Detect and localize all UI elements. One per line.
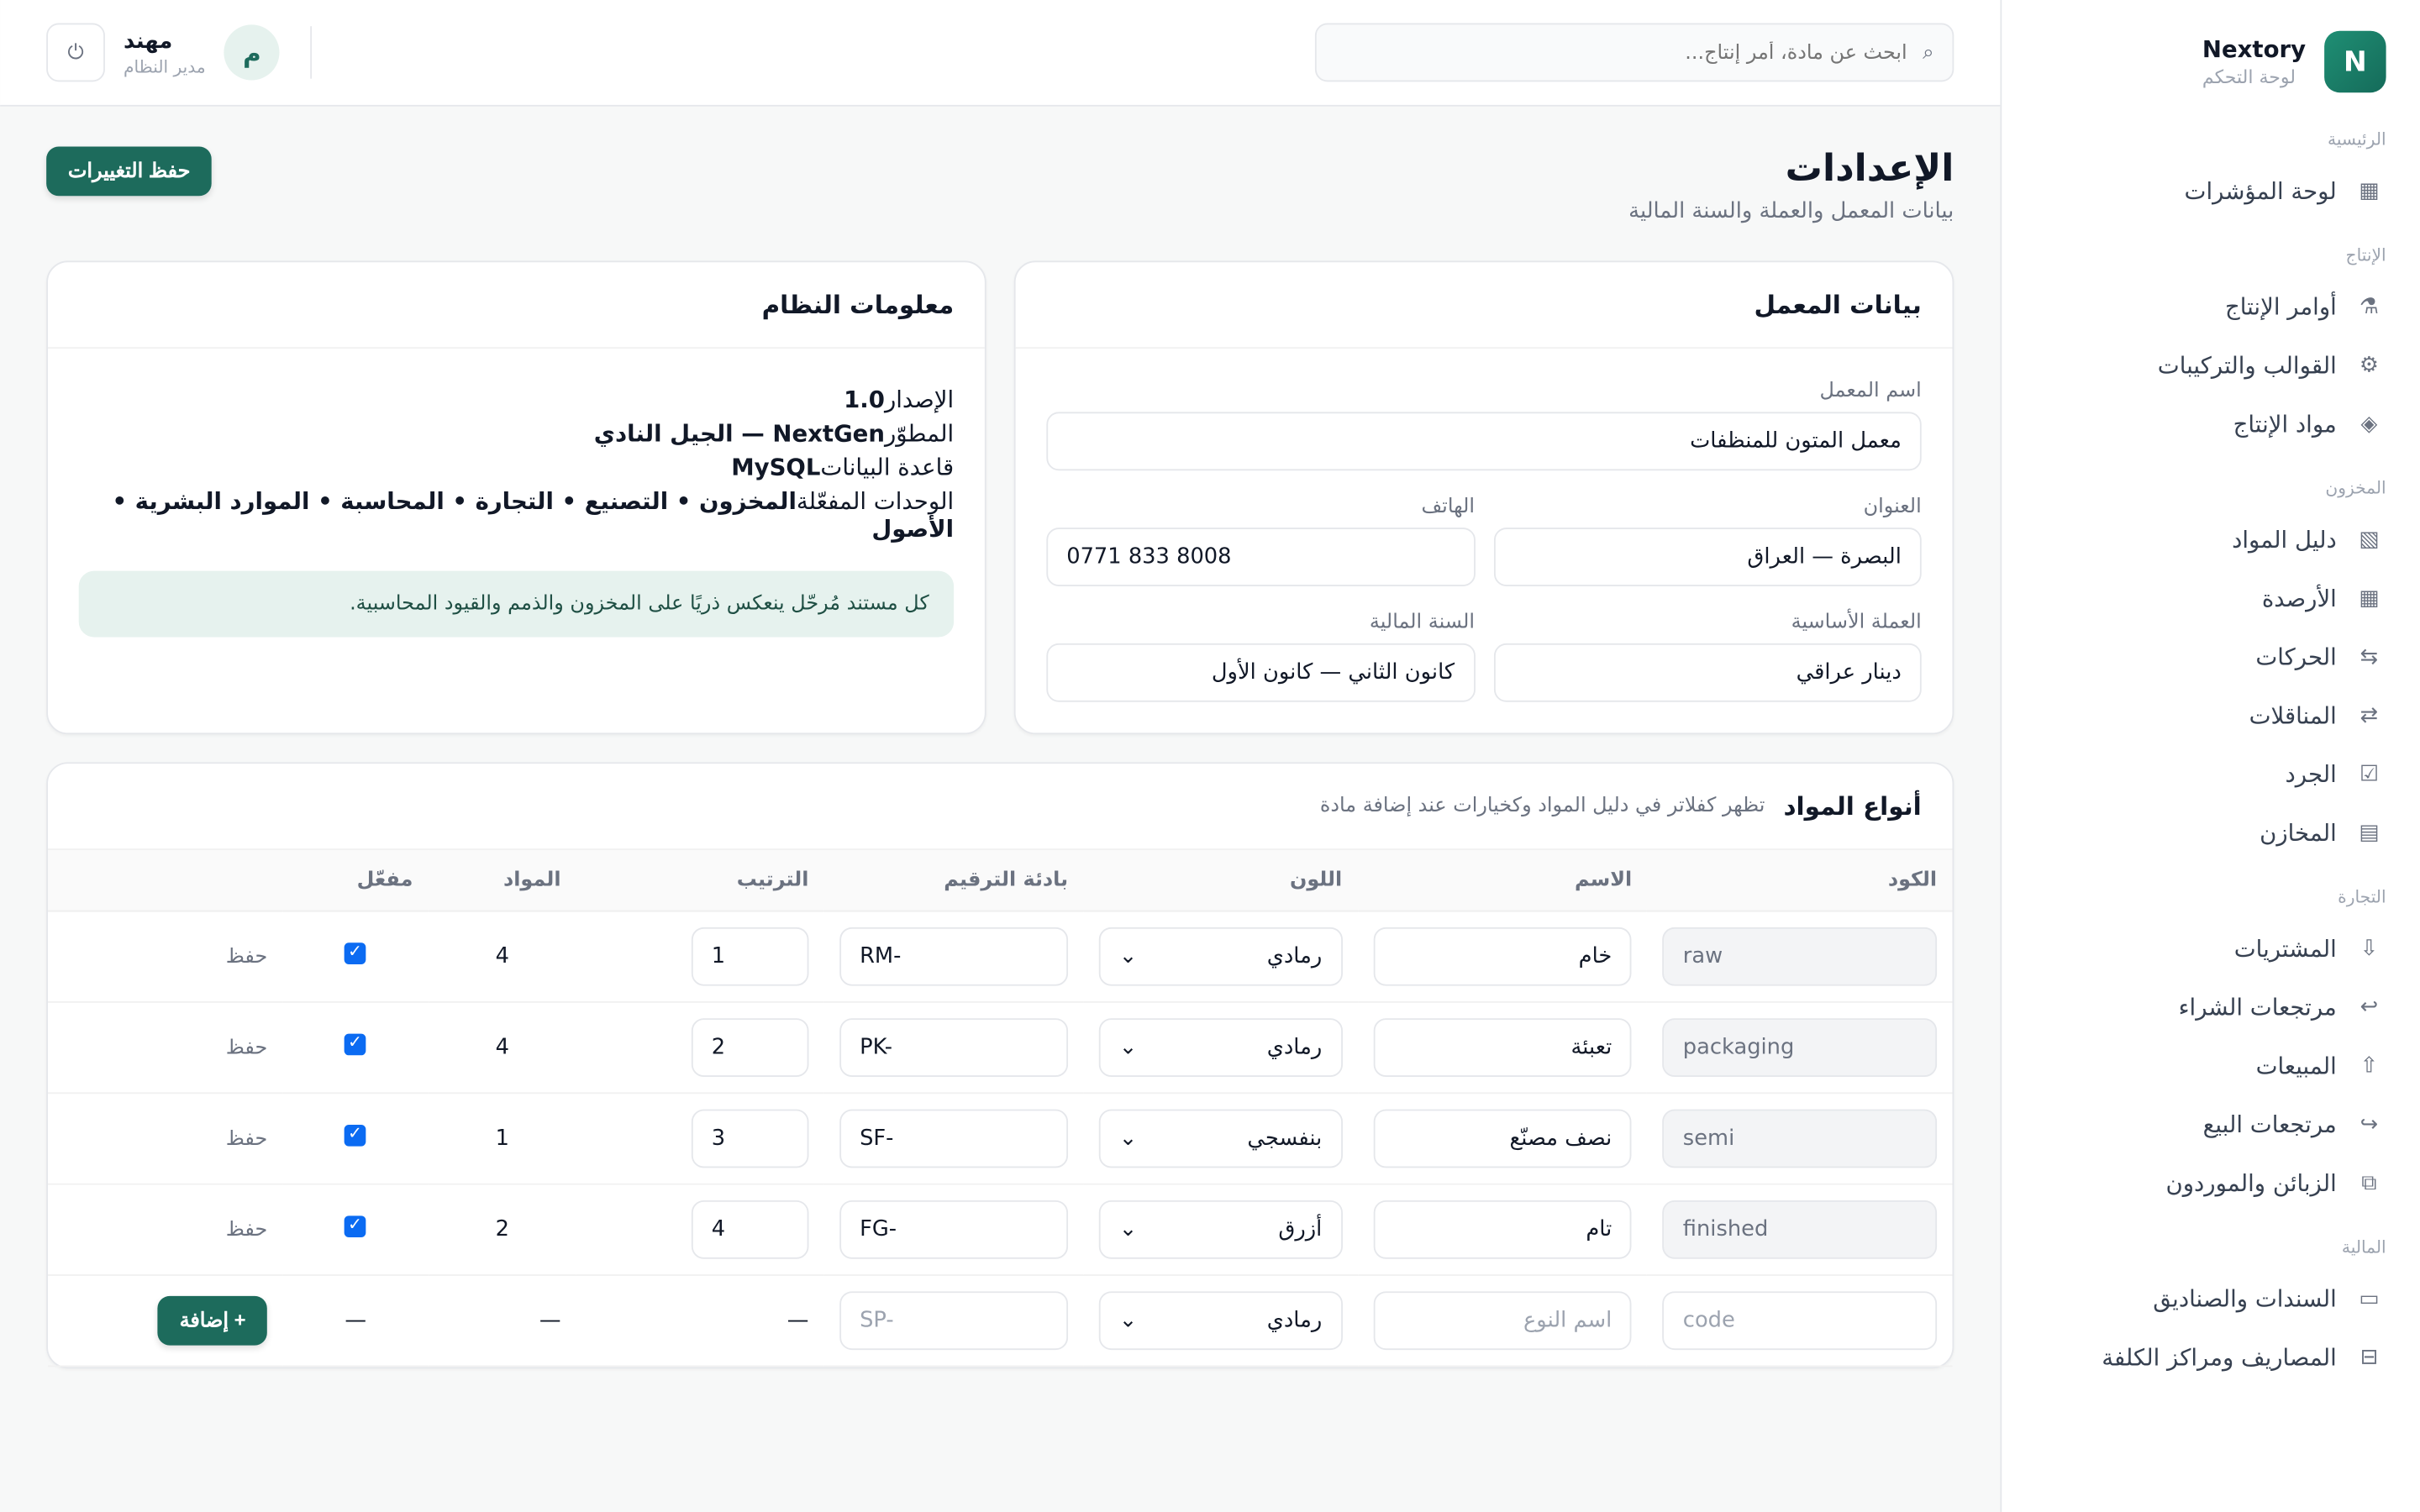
- warehouse-icon: ▤: [2359, 821, 2380, 846]
- database-line: [79, 454, 954, 481]
- divider: [311, 26, 313, 78]
- sidebar-item-warehouses[interactable]: [2036, 804, 2386, 863]
- sidebar-item-label: أوامر الإنتاج: [2224, 292, 2337, 322]
- prefix-input[interactable]: SF-: [839, 1110, 1068, 1168]
- address-group: [1493, 496, 1922, 586]
- search-icon: ⌕: [1923, 40, 1934, 65]
- chevron-down-icon: ⌄: [1118, 1217, 1138, 1242]
- sidebar-item-materials-directory[interactable]: [2036, 511, 2386, 570]
- color-select[interactable]: [1099, 1018, 1342, 1077]
- save-changes-button[interactable]: حفظ التغييرات: [46, 146, 212, 196]
- table-row: [48, 1093, 1952, 1184]
- color-select[interactable]: [1099, 1200, 1342, 1259]
- developer-value: NextGen — الجيل النادي: [593, 419, 886, 448]
- search-input[interactable]: [1335, 39, 1911, 66]
- table-row: [48, 911, 1952, 1002]
- system-card-header: [48, 262, 985, 349]
- system-card-body: [48, 349, 985, 668]
- col-materials: المواد: [429, 850, 576, 911]
- new-code-input[interactable]: code: [1663, 1291, 1937, 1350]
- system-note: كل مستند مُرحّل ينعكس ذريًا على المخزون والذمم والقيود المحاسبية.: [79, 571, 954, 638]
- phone-label: الهاتف: [1421, 495, 1476, 519]
- database-label: قاعدة البيانات: [820, 453, 955, 482]
- prefix-input[interactable]: FG-: [839, 1200, 1068, 1259]
- grid-icon: ▦: [2359, 585, 2380, 612]
- sidebar-item-label: المبيعات: [2255, 1052, 2337, 1080]
- user-name: مهند: [123, 28, 173, 54]
- color-value: بنفسجي: [1247, 1126, 1323, 1152]
- currency-group: [1493, 611, 1922, 701]
- order-dash: —: [786, 1308, 809, 1333]
- sidebar-item-label: المصاريف ومراكز الكلفة: [2102, 1343, 2337, 1372]
- address-label: العنوان: [1863, 495, 1922, 519]
- sidebar-item-templates[interactable]: [2036, 336, 2386, 395]
- sidebar-item-label: الحركات: [2255, 643, 2337, 671]
- code-cell: semi: [1663, 1110, 1937, 1168]
- col-prefix: بادئة الترقيم: [824, 850, 1084, 911]
- sidebar-item-label: المخازن: [2260, 819, 2337, 848]
- brand-title: Nextory: [2202, 35, 2307, 64]
- nav-section-label: الرئيسية: [2327, 129, 2386, 150]
- chevron-down-icon: ⌄: [1118, 1308, 1138, 1333]
- sidebar-item-label: مرتجعات الشراء: [2178, 993, 2337, 1021]
- color-value: أزرق: [1278, 1217, 1323, 1242]
- factory-name-label: اسم المعمل: [1819, 379, 1922, 403]
- color-value: رمادي: [1266, 1035, 1323, 1060]
- color-select[interactable]: [1099, 1110, 1342, 1168]
- currency-field[interactable]: دينار عراقي: [1493, 643, 1922, 702]
- order-input[interactable]: 3: [692, 1110, 809, 1168]
- col-code: الكود: [1648, 850, 1953, 911]
- new-color-select[interactable]: [1099, 1291, 1342, 1350]
- user-role: مدير النظام: [123, 56, 206, 76]
- download-icon: ⇩: [2360, 936, 2379, 962]
- address-phone-row: [1046, 496, 1921, 586]
- modules-label: الوحدات المفعّلة: [796, 487, 955, 516]
- new-prefix-input[interactable]: SP-: [839, 1291, 1068, 1350]
- enabled-dash: —: [345, 1308, 367, 1333]
- sidebar-item-customers-suppliers[interactable]: [2036, 1154, 2386, 1213]
- currency-label: العملة الأساسية: [1791, 611, 1922, 634]
- color-select[interactable]: [1099, 927, 1342, 986]
- code-cell: finished: [1663, 1200, 1937, 1259]
- sidebar-item-production-materials[interactable]: [2036, 395, 2386, 454]
- page-subtitle: بيانات المعمل والعملة والسنة المالية: [1628, 198, 1954, 224]
- sidebar-item-expenses[interactable]: [2036, 1328, 2386, 1387]
- table-row: [48, 1002, 1952, 1093]
- swap-icon: ⇄: [2360, 703, 2379, 728]
- sidebar-item-label: مواد الإنتاج: [2233, 410, 2337, 438]
- version-value: 1.0: [844, 386, 885, 414]
- phone-group: [1046, 496, 1475, 586]
- table-header-row: [48, 850, 1952, 911]
- material-types-title: أنواع المواد: [1783, 791, 1922, 822]
- sidebar-item-inventory-count[interactable]: [2036, 745, 2386, 804]
- sidebar-item-movements[interactable]: [2036, 628, 2386, 687]
- material-types-hint: تظهر كفلاتر في دليل المواد وكخيارات عند إضافة مادة: [1319, 794, 1765, 818]
- logout-button[interactable]: [46, 24, 105, 82]
- developer-label: المطوّر: [885, 419, 955, 448]
- power-icon: ⏻: [67, 39, 84, 64]
- brand: [2036, 31, 2386, 92]
- col-actions: [48, 850, 283, 911]
- col-enabled: مفعّل: [283, 850, 429, 911]
- brand-subtitle: لوحة التحكم: [2202, 66, 2296, 88]
- new-type-row: [48, 1275, 1952, 1366]
- fiscal-group: [1046, 611, 1475, 701]
- nav-section-label: الإنتاج: [2345, 245, 2386, 265]
- sidebar-item-label: لوحة المؤشرات: [2184, 177, 2337, 206]
- sidebar-item-label: المناقلات: [2249, 701, 2337, 730]
- enabled-checkbox[interactable]: [345, 1215, 366, 1237]
- save-row-button[interactable]: حفظ: [225, 1127, 268, 1152]
- arrows-icon: ⇆: [2360, 644, 2379, 670]
- order-input[interactable]: 2: [692, 1018, 809, 1077]
- page-header: [46, 146, 1954, 223]
- name-input[interactable]: خام: [1373, 927, 1632, 986]
- save-row-button[interactable]: حفظ: [225, 945, 268, 969]
- sidebar-item-label: مرتجعات البيع: [2202, 1110, 2337, 1139]
- topbar: [0, 0, 2000, 107]
- search-box[interactable]: [1315, 24, 1954, 82]
- table-row: [48, 1184, 1952, 1275]
- col-name: الاسم: [1358, 850, 1648, 911]
- materials-count: 4: [495, 944, 510, 969]
- nav-section-label: المالية: [2341, 1237, 2386, 1257]
- chevron-down-icon: ⌄: [1118, 944, 1138, 969]
- col-color: اللون: [1084, 850, 1358, 911]
- ledger-icon: ⊟: [2360, 1345, 2379, 1370]
- materials-dash: —: [539, 1308, 561, 1333]
- forward-icon: ↪: [2360, 1112, 2379, 1137]
- chevron-down-icon: ⌄: [1118, 1126, 1138, 1152]
- save-row-button[interactable]: حفظ: [225, 1037, 268, 1060]
- materials-count: 1: [495, 1126, 510, 1152]
- version-line: [79, 386, 954, 413]
- user-info: [124, 29, 206, 76]
- sidebar-item-vouchers[interactable]: [2036, 1270, 2386, 1329]
- fiscal-field[interactable]: كانون الثاني — كانون الأول: [1046, 643, 1475, 702]
- prefix-input[interactable]: PK-: [839, 1018, 1068, 1077]
- flask-icon: ⚗: [2359, 294, 2379, 320]
- material-types-card: [46, 762, 1954, 1368]
- settings-page: [0, 107, 2000, 1409]
- user-area: [46, 24, 324, 82]
- code-cell: packaging: [1663, 1018, 1937, 1077]
- col-order: الترتيب: [576, 850, 824, 911]
- order-input[interactable]: 4: [692, 1200, 809, 1259]
- sidebar-item-label: الجرد: [2285, 760, 2337, 789]
- sidebar-item-purchases[interactable]: [2036, 920, 2386, 979]
- material-types-table: [48, 850, 1952, 1367]
- brand-text: [2202, 35, 2306, 87]
- sidebar-item-sales-returns[interactable]: [2036, 1095, 2386, 1154]
- materials-count: 2: [495, 1217, 510, 1242]
- checkbox-icon: ☑: [2359, 762, 2379, 787]
- wallet-icon: ▭: [2359, 1286, 2380, 1312]
- phone-field[interactable]: 0771 833 8008: [1046, 528, 1475, 586]
- book-icon: ▧: [2359, 528, 2380, 553]
- enabled-checkbox[interactable]: [345, 942, 366, 964]
- color-value: رمادي: [1266, 1308, 1323, 1333]
- modules-line: [79, 487, 954, 543]
- avatar: م: [224, 24, 280, 80]
- sidebar-item-purchase-returns[interactable]: [2036, 978, 2386, 1037]
- sidebar-item-transfers[interactable]: [2036, 686, 2386, 745]
- sidebar-item-label: المشتريات: [2233, 935, 2337, 963]
- people-icon: ⧉: [2361, 1171, 2377, 1196]
- name-input[interactable]: نصف مصنّع: [1373, 1110, 1632, 1168]
- nav-section-label: التجارة: [2338, 887, 2386, 907]
- modules-value: المخزون • التصنيع • التجارة • المحاسبة • الموارد البشرية • الأصول: [112, 487, 955, 543]
- system-card: [46, 260, 986, 734]
- system-card-title: معلومات النظام: [761, 290, 955, 320]
- enabled-checkbox[interactable]: [345, 1034, 366, 1056]
- version-label: الإصدار: [884, 386, 955, 414]
- database-value: MySQL: [731, 453, 821, 482]
- page-title: الإعدادات: [1785, 146, 1954, 190]
- nav-section-label: المخزون: [2325, 478, 2386, 499]
- new-name-input[interactable]: اسم النوع: [1373, 1291, 1632, 1350]
- sidebar-item-label: القوالب والتركيبات: [2157, 351, 2337, 380]
- sidebar-item-production-orders[interactable]: [2036, 278, 2386, 337]
- sidebar-item-label: الزبائن والموردون: [2165, 1169, 2337, 1198]
- name-input[interactable]: تعبئة: [1373, 1018, 1632, 1077]
- add-type-button[interactable]: + إضافة: [158, 1296, 267, 1346]
- nav: [2036, 129, 2386, 1387]
- code-cell: raw: [1663, 927, 1937, 986]
- chevron-down-icon: ⌄: [1118, 1035, 1138, 1060]
- material-types-header: [48, 764, 1952, 850]
- upload-icon: ⇧: [2360, 1053, 2379, 1079]
- factory-card-body: [1016, 349, 1953, 732]
- sidebar-item-label: دليل المواد: [2232, 526, 2337, 554]
- factory-name-field[interactable]: معمل المتون للمنظفات: [1046, 412, 1921, 470]
- save-row-button[interactable]: حفظ: [225, 1218, 268, 1242]
- prefix-input[interactable]: RM-: [839, 927, 1068, 986]
- fiscal-label: السنة المالية: [1369, 611, 1476, 634]
- address-field[interactable]: البصرة — العراق: [1493, 528, 1922, 586]
- sidebar-item-sales[interactable]: [2036, 1037, 2386, 1095]
- enabled-checkbox[interactable]: [345, 1125, 366, 1147]
- sidebar-item-balances[interactable]: [2036, 570, 2386, 628]
- factory-card-header: [1016, 262, 1953, 349]
- developer-line: [79, 420, 954, 448]
- materials-count: 4: [495, 1035, 510, 1060]
- sidebar-item-label: السندات والصناديق: [2153, 1284, 2337, 1314]
- brand-logo: N: [2324, 31, 2386, 92]
- currency-fiscal-row: [1046, 611, 1921, 701]
- name-input[interactable]: تام: [1373, 1200, 1632, 1259]
- factory-card-title: بيانات المعمل: [1754, 290, 1922, 320]
- factory-card: [1014, 260, 1954, 734]
- return-icon: ↩: [2360, 995, 2379, 1021]
- color-value: رمادي: [1266, 944, 1323, 969]
- page-title-block: [1628, 146, 1954, 223]
- cards-row: [46, 260, 1954, 734]
- sidebar: [2000, 0, 2420, 1512]
- grid-icon: ▦: [2359, 179, 2380, 204]
- sidebar-item-dashboard[interactable]: [2036, 162, 2386, 221]
- gear-icon: ⚙: [2359, 353, 2379, 378]
- diamond-icon: ◈: [2360, 412, 2378, 437]
- sidebar-item-label: الأرصدة: [2261, 585, 2337, 613]
- order-input[interactable]: 1: [692, 927, 809, 986]
